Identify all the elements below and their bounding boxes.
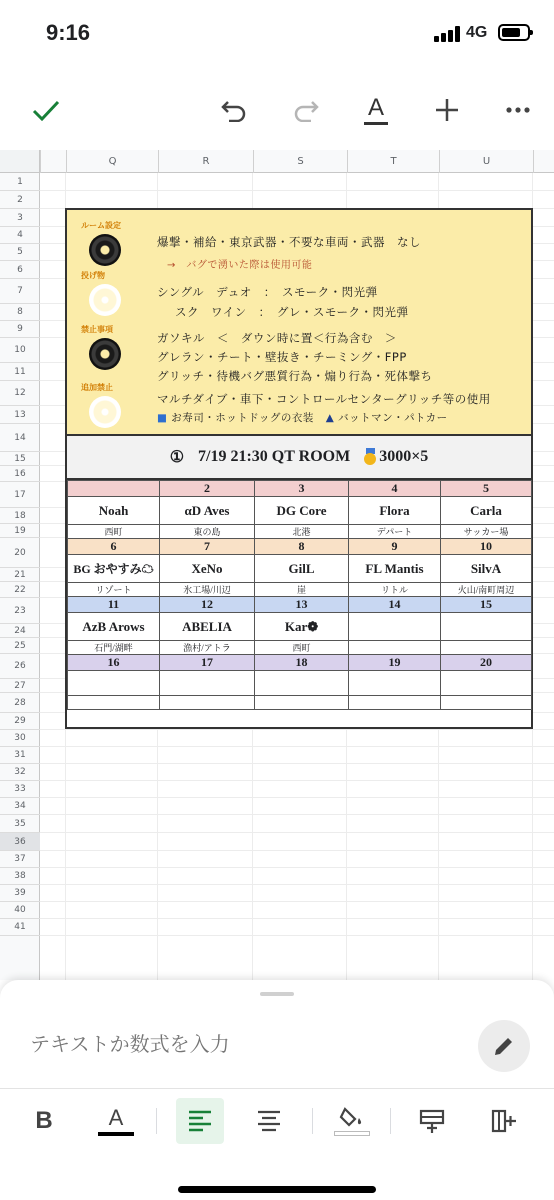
empty-cell [441, 696, 532, 710]
shirt-icon: ■ [157, 412, 168, 424]
fill-color-swatch [334, 1131, 370, 1136]
column-header-r[interactable]: R [158, 150, 253, 173]
prohibited-line-1: ガソキル ＜ ダウン時に置＜行為含む ＞ [157, 331, 397, 345]
drop-area: デパート [349, 525, 441, 539]
slot-number: 10 [441, 539, 532, 555]
prize-label [364, 448, 428, 466]
column-header-v[interactable] [533, 150, 554, 173]
column-header-u[interactable]: U [439, 150, 533, 173]
row-header[interactable]: 30 [0, 730, 40, 747]
row-header[interactable]: 24 [0, 624, 40, 638]
drop-area: 北港 [255, 525, 349, 539]
drop-area: リトル [349, 583, 441, 597]
slot-number: 14 [349, 597, 441, 613]
team-name-row [68, 613, 532, 641]
throwables-badge [81, 271, 125, 316]
status-bar [0, 0, 554, 68]
row-header-bar [0, 173, 40, 980]
row-header[interactable]: 34 [0, 798, 40, 815]
team-name: DG Core [255, 497, 349, 525]
drop-area: 東の島 [160, 525, 255, 539]
team-name: BG おやすみ☁ [68, 555, 160, 583]
prohibited-badge [81, 325, 125, 370]
row-header[interactable]: 7 [0, 279, 40, 304]
slot-number-row [68, 655, 532, 671]
text-color-swatch [98, 1132, 134, 1136]
drop-area: 西町 [68, 525, 160, 539]
toolbar-separator [390, 1108, 391, 1134]
row-header[interactable]: 10 [0, 338, 40, 363]
bold-letter: B [35, 1107, 53, 1134]
undo-icon[interactable] [212, 88, 256, 132]
drop-area [349, 641, 441, 655]
drag-handle[interactable] [260, 992, 294, 996]
fill-color-button[interactable] [328, 1098, 376, 1144]
tournament-poster[interactable] [65, 208, 533, 729]
lemon-icon [89, 284, 121, 316]
tire-icon [89, 338, 121, 370]
additional-ban-tag: 追加禁止 [81, 383, 113, 392]
align-center-button[interactable] [245, 1098, 293, 1144]
column-header-q[interactable]: Q [66, 150, 158, 173]
row-header[interactable]: 23 [0, 598, 40, 624]
additional-ban-line-1: マルチダイブ・車下・コントロールセンターグリッチ等の使用 [157, 392, 491, 406]
spreadsheet-grid[interactable] [0, 150, 554, 980]
row-header[interactable]: 33 [0, 781, 40, 798]
row-header[interactable]: 41 [0, 919, 40, 936]
match-number: ① [169, 449, 185, 466]
prohibited-line-2: グレラン・チート・壁抜き・チーミング・FPP [157, 350, 407, 364]
room-rule-line-1: 爆撃・補給・東京武器・不要な車両・武器 なし [157, 235, 421, 249]
row-header[interactable]: 38 [0, 868, 40, 885]
throwables-line-2: スク ワイン ： グレ・スモーク・閃光弾 [175, 305, 409, 319]
empty-cell [160, 696, 255, 710]
throwables-line-1: シングル デュオ ： スモーク・閃光弾 [157, 285, 378, 299]
text-format-letter: A [367, 93, 384, 121]
row-header[interactable]: 29 [0, 713, 40, 730]
row-header[interactable]: 19 [0, 524, 40, 538]
column-header-bar [0, 150, 554, 173]
row-header[interactable]: 27 [0, 679, 40, 693]
row-header[interactable]: 25 [0, 638, 40, 654]
confirm-check-icon[interactable] [24, 88, 68, 132]
team-name-row [68, 497, 532, 525]
column-header-s[interactable]: S [253, 150, 347, 173]
throwables-tag: 投げ物 [81, 271, 105, 280]
slot-number: 16 [68, 655, 160, 671]
slot-number: 20 [441, 655, 532, 671]
team-name: Flora [349, 497, 441, 525]
drop-area: 石門/湖畔 [68, 641, 160, 655]
team-name [349, 613, 441, 641]
slot-number: 9 [349, 539, 441, 555]
drop-area [441, 641, 532, 655]
tire-icon [89, 234, 121, 266]
slot-number: 4 [349, 481, 441, 497]
text-color-letter: A [108, 1104, 124, 1130]
slot-number: 8 [255, 539, 349, 555]
row-header[interactable]: 20 [0, 538, 40, 568]
row-header[interactable]: 31 [0, 747, 40, 764]
medal-icon [364, 448, 377, 463]
team-name [441, 613, 532, 641]
paint-bucket-icon [339, 1106, 365, 1128]
room-settings-tag: ルーム設定 [81, 221, 121, 230]
row-header[interactable]: 39 [0, 885, 40, 902]
drop-area: サッカー場 [441, 525, 532, 539]
drop-area: 西町 [255, 641, 349, 655]
slot-number: 6 [68, 539, 160, 555]
insert-row-icon [418, 1108, 446, 1134]
drop-area: リゾート [68, 583, 160, 597]
editor-toolbar [0, 70, 554, 150]
column-header-p[interactable] [40, 150, 66, 173]
text-format-underline [364, 122, 388, 125]
row-header[interactable]: 2 [0, 191, 40, 209]
slot-number: 18 [255, 655, 349, 671]
insert-row-button[interactable] [408, 1098, 456, 1144]
row-header[interactable]: 32 [0, 764, 40, 781]
text-format-button[interactable] [354, 88, 398, 132]
row-header[interactable]: 28 [0, 693, 40, 713]
align-left-icon [187, 1110, 213, 1132]
additional-ban-badge [81, 383, 125, 428]
select-all-corner[interactable] [0, 150, 40, 173]
slot-number: 11 [68, 597, 160, 613]
team-name: AzB Arows [68, 613, 160, 641]
empty-cell [255, 671, 349, 696]
match-title-row [67, 436, 531, 480]
empty-cell [255, 696, 349, 710]
prohibited-line-3: グリッチ・待機バグ悪質行為・煽り行為・死体撃ち [157, 369, 433, 383]
row-header[interactable]: 36 [0, 833, 40, 851]
more-options-icon[interactable] [496, 88, 540, 132]
slot-number: 17 [160, 655, 255, 671]
edit-pencil-icon[interactable] [478, 1020, 530, 1072]
prize-value: 3000×5 [379, 448, 429, 465]
row-header[interactable]: 15 [0, 452, 40, 466]
text-color-button[interactable] [92, 1098, 140, 1144]
status-time: 9:16 [46, 20, 91, 45]
row-header[interactable]: 17 [0, 482, 40, 508]
bold-button[interactable] [20, 1098, 68, 1144]
toolbar-separator [312, 1108, 313, 1134]
empty-cell [349, 696, 441, 710]
team-name: FL Mantis [349, 555, 441, 583]
empty-team-row [68, 671, 532, 696]
team-name: XeNo [160, 555, 255, 583]
row-header[interactable]: 6 [0, 261, 40, 279]
room-settings-badge [81, 221, 125, 266]
insert-column-button[interactable] [480, 1098, 528, 1144]
row-header[interactable]: 16 [0, 466, 40, 482]
team-name: Noah [68, 497, 160, 525]
empty-cell [68, 671, 160, 696]
team-name: GilL [255, 555, 349, 583]
slot-number: 12 [160, 597, 255, 613]
slot-number: 5 [441, 481, 532, 497]
row-header[interactable]: 18 [0, 508, 40, 524]
row-header[interactable]: 9 [0, 321, 40, 338]
team-name: αD Aves [160, 497, 255, 525]
slot-number: 3 [255, 481, 349, 497]
column-header-t[interactable]: T [347, 150, 439, 173]
empty-cell [68, 696, 160, 710]
outfit-rule-text: お寿司・ホットドッグの衣装 [171, 412, 314, 424]
drop-area: 漁村/アトラ [160, 641, 255, 655]
drop-area: 氷工場/川辺 [160, 583, 255, 597]
slot-number: 19 [349, 655, 441, 671]
row-header[interactable]: 4 [0, 227, 40, 244]
team-name-row [68, 555, 532, 583]
additional-ban-line-2 [157, 410, 448, 425]
slot-number-row [68, 481, 532, 497]
row-header[interactable]: 1 [0, 173, 40, 191]
empty-cell [441, 671, 532, 696]
row-header[interactable]: 37 [0, 851, 40, 868]
row-header[interactable]: 26 [0, 654, 40, 679]
signal-icon [434, 26, 462, 42]
battery-icon [498, 24, 530, 41]
drop-area: 火山/南町周辺 [441, 583, 532, 597]
slot-number: 13 [255, 597, 349, 613]
team-name: SilvA [441, 555, 532, 583]
car-icon: ▲ [325, 412, 335, 424]
redo-icon[interactable] [284, 88, 328, 132]
empty-cell [349, 671, 441, 696]
team-name: Kar❁ [255, 613, 349, 641]
insert-plus-icon[interactable] [425, 88, 469, 132]
panel-divider [0, 1088, 554, 1089]
row-header[interactable]: 14 [0, 424, 40, 452]
lemon-icon [89, 396, 121, 428]
slot-number [68, 481, 160, 497]
drop-area: 崖 [255, 583, 349, 597]
row-header[interactable]: 13 [0, 406, 40, 424]
row-header[interactable]: 3 [0, 209, 40, 227]
slot-number: 7 [160, 539, 255, 555]
team-name: Carla [441, 497, 532, 525]
row-header[interactable]: 40 [0, 902, 40, 919]
drop-area-row [68, 583, 532, 597]
row-header[interactable]: 12 [0, 381, 40, 406]
align-left-button[interactable] [176, 1098, 224, 1144]
slot-number: 2 [160, 481, 255, 497]
align-center-icon [256, 1110, 282, 1132]
prohibited-tag: 禁止事項 [81, 325, 113, 334]
formula-input-panel [0, 980, 554, 1200]
match-datetime: 7/19 21:30 QT ROOM [198, 448, 351, 465]
empty-cell [160, 671, 255, 696]
formula-input[interactable] [30, 1032, 430, 1056]
network-label: 4G [466, 24, 488, 41]
home-indicator [178, 1186, 376, 1193]
row-header[interactable]: 8 [0, 304, 40, 321]
drop-area-row [68, 641, 532, 655]
room-rule-line-2: → バグで湧いた際は使用可能 [167, 260, 313, 271]
row-header[interactable]: 21 [0, 568, 40, 582]
slot-number-row [68, 597, 532, 613]
slot-number-row [68, 539, 532, 555]
row-header[interactable]: 5 [0, 244, 40, 261]
drop-area-row [68, 525, 532, 539]
vehicle-rule-text: バットマン・パトカー [338, 412, 448, 424]
insert-column-icon [490, 1108, 518, 1134]
empty-area-row [68, 696, 532, 710]
team-name: ABELIA [160, 613, 255, 641]
row-header[interactable]: 11 [0, 363, 40, 381]
row-header[interactable]: 35 [0, 815, 40, 833]
row-header[interactable]: 22 [0, 582, 40, 598]
rules-panel [67, 210, 531, 436]
toolbar-separator [156, 1108, 157, 1134]
team-slot-table [67, 480, 532, 710]
slot-number: 15 [441, 597, 532, 613]
